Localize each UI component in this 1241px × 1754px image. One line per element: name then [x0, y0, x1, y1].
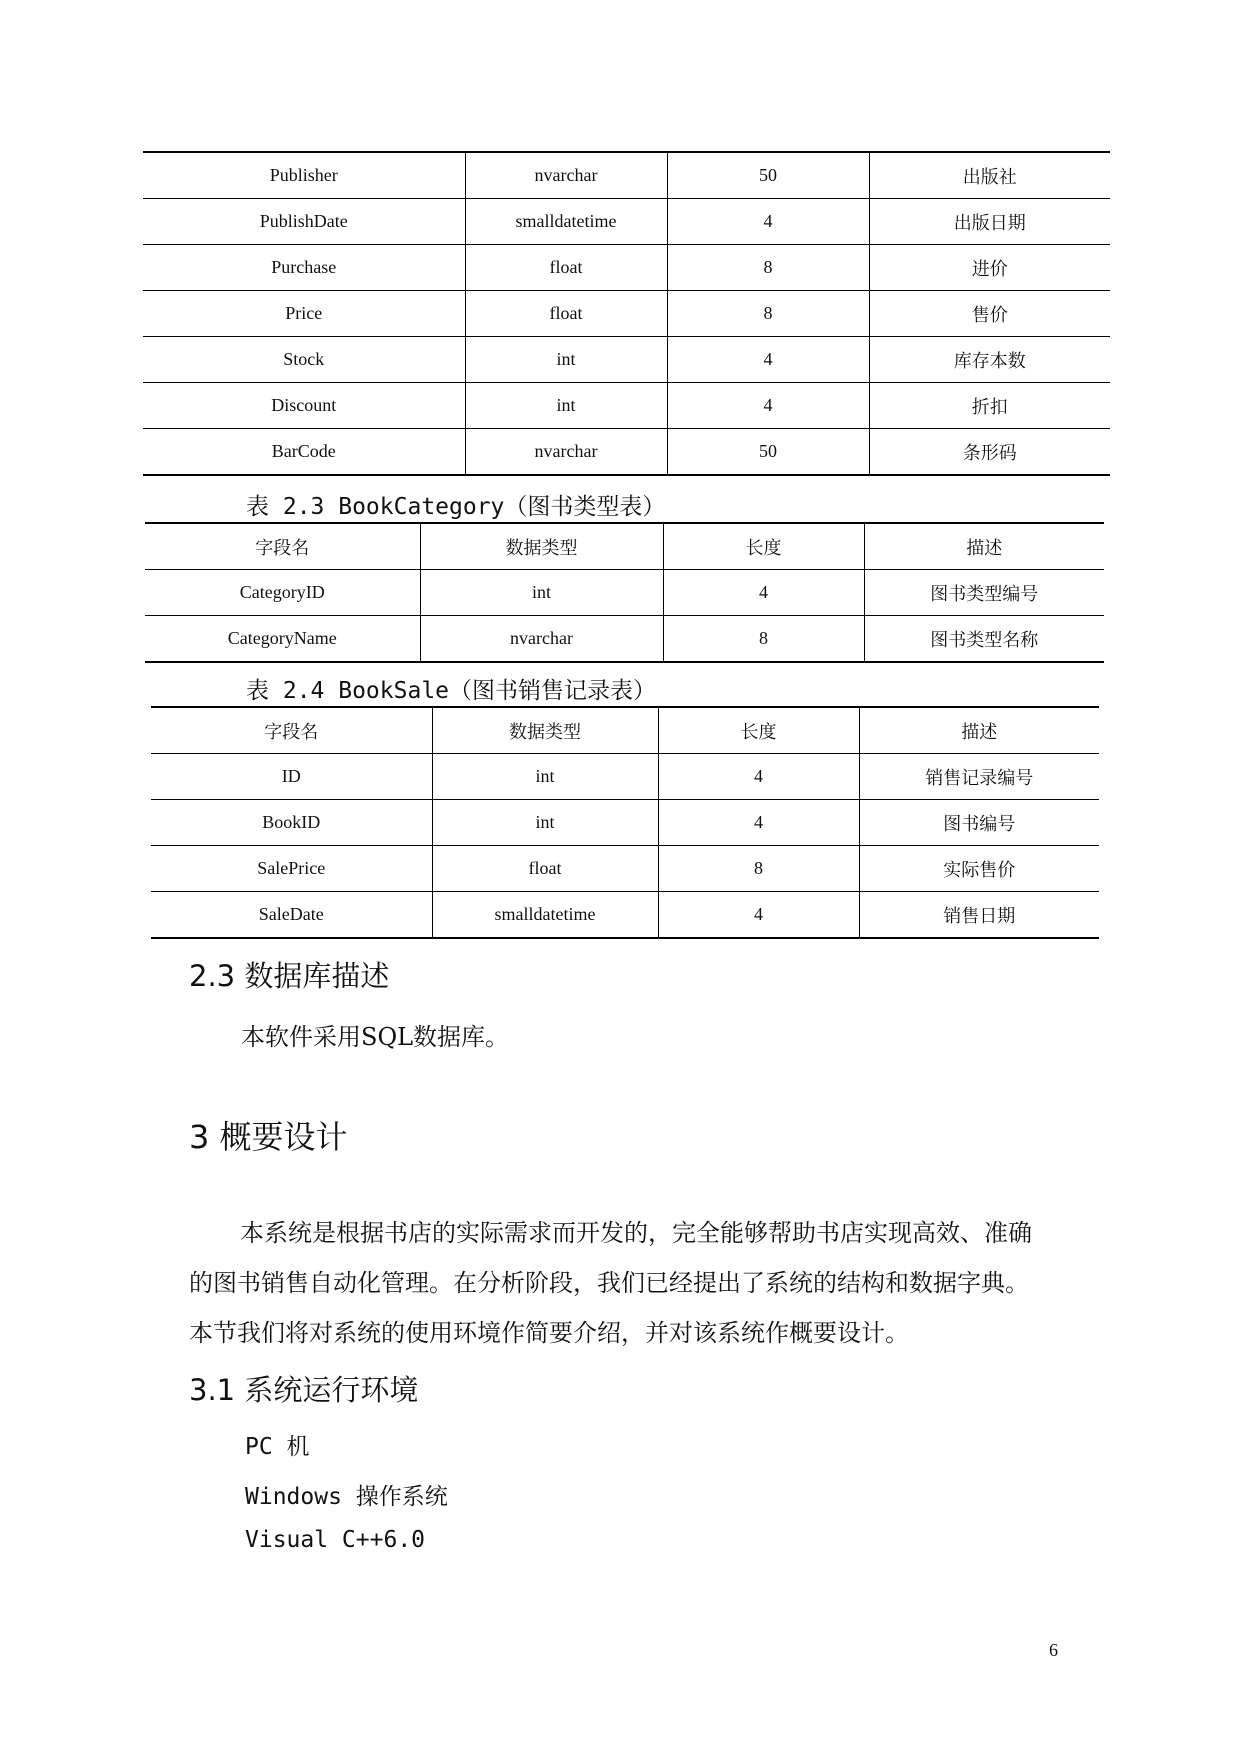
section-2-3-text: 本软件采用SQL数据库。	[241, 1023, 510, 1051]
table-row	[143, 199, 1110, 245]
table-cell: 4	[667, 383, 869, 429]
env-item-windows: Windows 操作系统	[245, 1484, 448, 1510]
table-cell: nvarchar	[420, 616, 663, 663]
table-cell: Discount	[143, 383, 465, 429]
table-cell: 折扣	[869, 383, 1110, 429]
table-cell: 销售日期	[859, 892, 1099, 939]
table-cell: SaleDate	[151, 892, 432, 939]
table-cell: 出版日期	[869, 199, 1110, 245]
table-cell: Price	[143, 291, 465, 337]
table-cell: float	[432, 846, 658, 892]
section-3-line-2: 的图书销售自动化管理。在分析阶段，我们已经提出了系统的结构和数据字典。	[189, 1269, 1029, 1297]
table-cell: BookID	[151, 800, 432, 846]
table-cell: 4	[667, 199, 869, 245]
table-cell: smalldatetime	[432, 892, 658, 939]
table-cell: 4	[667, 337, 869, 383]
table-cell: Publisher	[143, 152, 465, 199]
table-header-cell: 长度	[658, 707, 859, 754]
table-cell: 出版社	[869, 152, 1110, 199]
table-cell: 库存本数	[869, 337, 1110, 383]
table-cell: 实际售价	[859, 846, 1099, 892]
field-table-bookcategory	[145, 522, 1104, 663]
table-cell: int	[420, 570, 663, 616]
table-cell: int	[465, 337, 667, 383]
env-item-vc: Visual C++6.0	[245, 1527, 426, 1553]
table-row	[145, 616, 1104, 663]
section-heading-3-1: 3.1 系统运行环境	[189, 1373, 419, 1407]
table-cell: 图书类型编号	[864, 570, 1104, 616]
page-number: 6	[1049, 1640, 1058, 1660]
table-cell: 销售记录编号	[859, 754, 1099, 800]
table-cell: CategoryID	[145, 570, 420, 616]
table-cell: smalldatetime	[465, 199, 667, 245]
table-header-row	[151, 707, 1099, 754]
table-header-cell: 数据类型	[432, 707, 658, 754]
table-cell: int	[432, 800, 658, 846]
table-cell: 进价	[869, 245, 1110, 291]
section-3-line-3: 本节我们将对系统的使用环境作简要介绍，并对该系统作概要设计。	[189, 1319, 909, 1347]
table-cell: Stock	[143, 337, 465, 383]
table-row	[151, 754, 1099, 800]
table-cell: BarCode	[143, 429, 465, 476]
table-cell: 50	[667, 152, 869, 199]
table-cell: 条形码	[869, 429, 1110, 476]
table-row	[143, 152, 1110, 199]
table-header-cell: 描述	[864, 523, 1104, 570]
table-cell: Purchase	[143, 245, 465, 291]
table-header-cell: 数据类型	[420, 523, 663, 570]
table-cell: ID	[151, 754, 432, 800]
section-heading-3: 3 概要设计	[189, 1118, 348, 1156]
table-cell: nvarchar	[465, 429, 667, 476]
table-header-row	[145, 523, 1104, 570]
section-3-line-1: 本系统是根据书店的实际需求而开发的，完全能够帮助书店实现高效、准确	[240, 1219, 1032, 1247]
table-cell: nvarchar	[465, 152, 667, 199]
table-cell: 4	[658, 800, 859, 846]
table-row	[143, 245, 1110, 291]
table-cell: CategoryName	[145, 616, 420, 663]
field-table-book	[143, 151, 1110, 476]
table-cell: 8	[663, 616, 864, 663]
table-header-cell: 字段名	[151, 707, 432, 754]
env-item-pc: PC 机	[245, 1434, 310, 1460]
table-cell: int	[465, 383, 667, 429]
table-cell: 4	[663, 570, 864, 616]
table-cell: 8	[667, 291, 869, 337]
table-row	[151, 846, 1099, 892]
table-cell: 8	[667, 245, 869, 291]
table-caption-bookcategory: 表 2.3 BookCategory（图书类型表）	[246, 494, 666, 520]
table-row	[151, 800, 1099, 846]
table-row	[151, 892, 1099, 939]
table-header-cell: 长度	[663, 523, 864, 570]
table-header-cell: 字段名	[145, 523, 420, 570]
table-row	[143, 291, 1110, 337]
table-cell: float	[465, 291, 667, 337]
table-row	[145, 570, 1104, 616]
table-cell: 4	[658, 754, 859, 800]
table-row	[143, 429, 1110, 476]
table-cell: PublishDate	[143, 199, 465, 245]
table-row	[143, 383, 1110, 429]
table-caption-booksale: 表 2.4 BookSale（图书销售记录表）	[246, 678, 657, 704]
table-cell: float	[465, 245, 667, 291]
table-cell: 售价	[869, 291, 1110, 337]
table-cell: SalePrice	[151, 846, 432, 892]
table-cell: 图书编号	[859, 800, 1099, 846]
table-cell: 8	[658, 846, 859, 892]
table-cell: 图书类型名称	[864, 616, 1104, 663]
field-table-booksale	[151, 706, 1099, 939]
section-heading-2-3: 2.3 数据库描述	[189, 959, 390, 993]
table-row	[143, 337, 1110, 383]
table-header-cell: 描述	[859, 707, 1099, 754]
table-cell: int	[432, 754, 658, 800]
table-cell: 4	[658, 892, 859, 939]
table-cell: 50	[667, 429, 869, 476]
